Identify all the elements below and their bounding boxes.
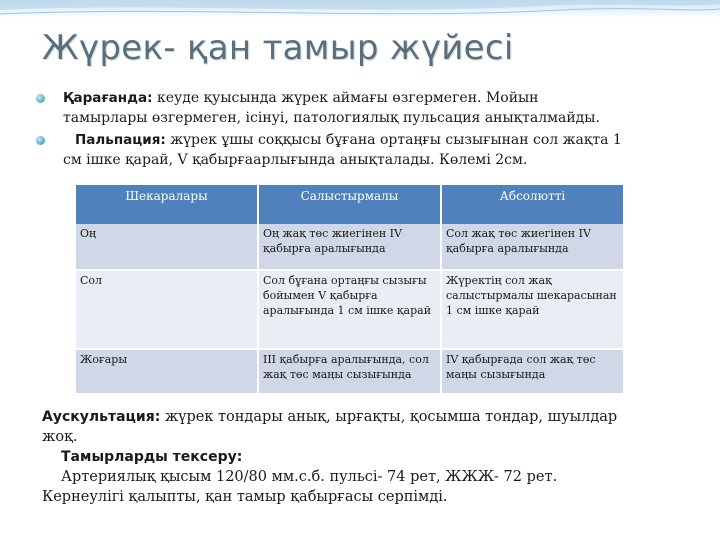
bottom-text-block	[42, 407, 692, 507]
vessels-heading: Тамырларды тексеру:	[61, 449, 243, 465]
bullet-palpation	[36, 130, 686, 170]
inspection-text-line1: кеуде қуысында жүрек аймағы өзгермеген. Мойын	[152, 90, 539, 106]
table-row	[76, 349, 623, 394]
header-absolute: Абсолютті	[441, 185, 623, 224]
heart-borders-table	[76, 185, 623, 395]
auscultation-text-line1: жүрек тондары анық, ырғақты, қосымша тондар, шуылдар	[160, 409, 618, 425]
bullet-list	[36, 88, 686, 170]
top-wave-decoration	[0, 0, 720, 22]
inspection-text-line2: тамырлары өзгермеген, ісінуі, патологиялық пульсация анықталмайды.	[63, 110, 600, 126]
table-row	[76, 224, 623, 270]
vessels-heading-line	[42, 447, 692, 467]
table-cell: Жоғары	[76, 349, 258, 394]
table-cell: Оң жақ төс жиегінен IV қабырға аралығында	[258, 224, 441, 270]
header-relative: Салыстырмалы	[258, 185, 441, 224]
table-cell: IV қабырғада сол жақ төс маңы сызығында	[441, 349, 623, 394]
palpation-label: Пальпация:	[75, 132, 166, 148]
auscultation-text-line2: жоқ.	[42, 429, 78, 445]
table-cell: Сол	[76, 270, 258, 349]
slide-title: Жүрек- қан тамыр жүйесі	[42, 28, 514, 68]
table-header-row	[76, 185, 623, 224]
table-cell: Жүректің сол жақ салыстырмалы шекарасынан 1 см ішке қарай	[441, 270, 623, 349]
bullet-dot-icon	[36, 94, 45, 103]
vessels-line2: Кернеулігі қалыпты, қан тамыр қабырғасы серпімді.	[42, 489, 448, 505]
bullet-inspection	[36, 88, 686, 128]
auscultation-label: Аускультация:	[42, 409, 161, 425]
bullet-dot-icon	[36, 136, 45, 145]
table-cell: Оң	[76, 224, 258, 270]
inspection-label: Қарағанда:	[63, 90, 153, 106]
palpation-text-line1: жүрек ұшы соққысы бұғана ортаңғы сызығынан сол жақта 1	[165, 132, 622, 148]
header-borders: Шекаралары	[76, 185, 258, 224]
table-cell: Сол бұғана ортаңғы сызығы бойымен V қабырға аралығында 1 см ішке қарай	[258, 270, 441, 349]
vessels-line1: Артериялық қысым 120/80 мм.с.б. пульсі- 74 рет, ЖЖЖ- 72 рет.	[61, 469, 558, 485]
table-cell: Сол жақ төс жиегінен IV қабырға аралығында	[441, 224, 623, 270]
table-cell: III қабырға аралығында, сол жақ төс маңы сызығында	[258, 349, 441, 394]
table-row	[76, 270, 623, 349]
auscultation-paragraph	[42, 407, 692, 447]
palpation-text-line2: см ішке қарай, V қабырғаарлығында анықталады. Көлемі 2см.	[63, 152, 528, 168]
